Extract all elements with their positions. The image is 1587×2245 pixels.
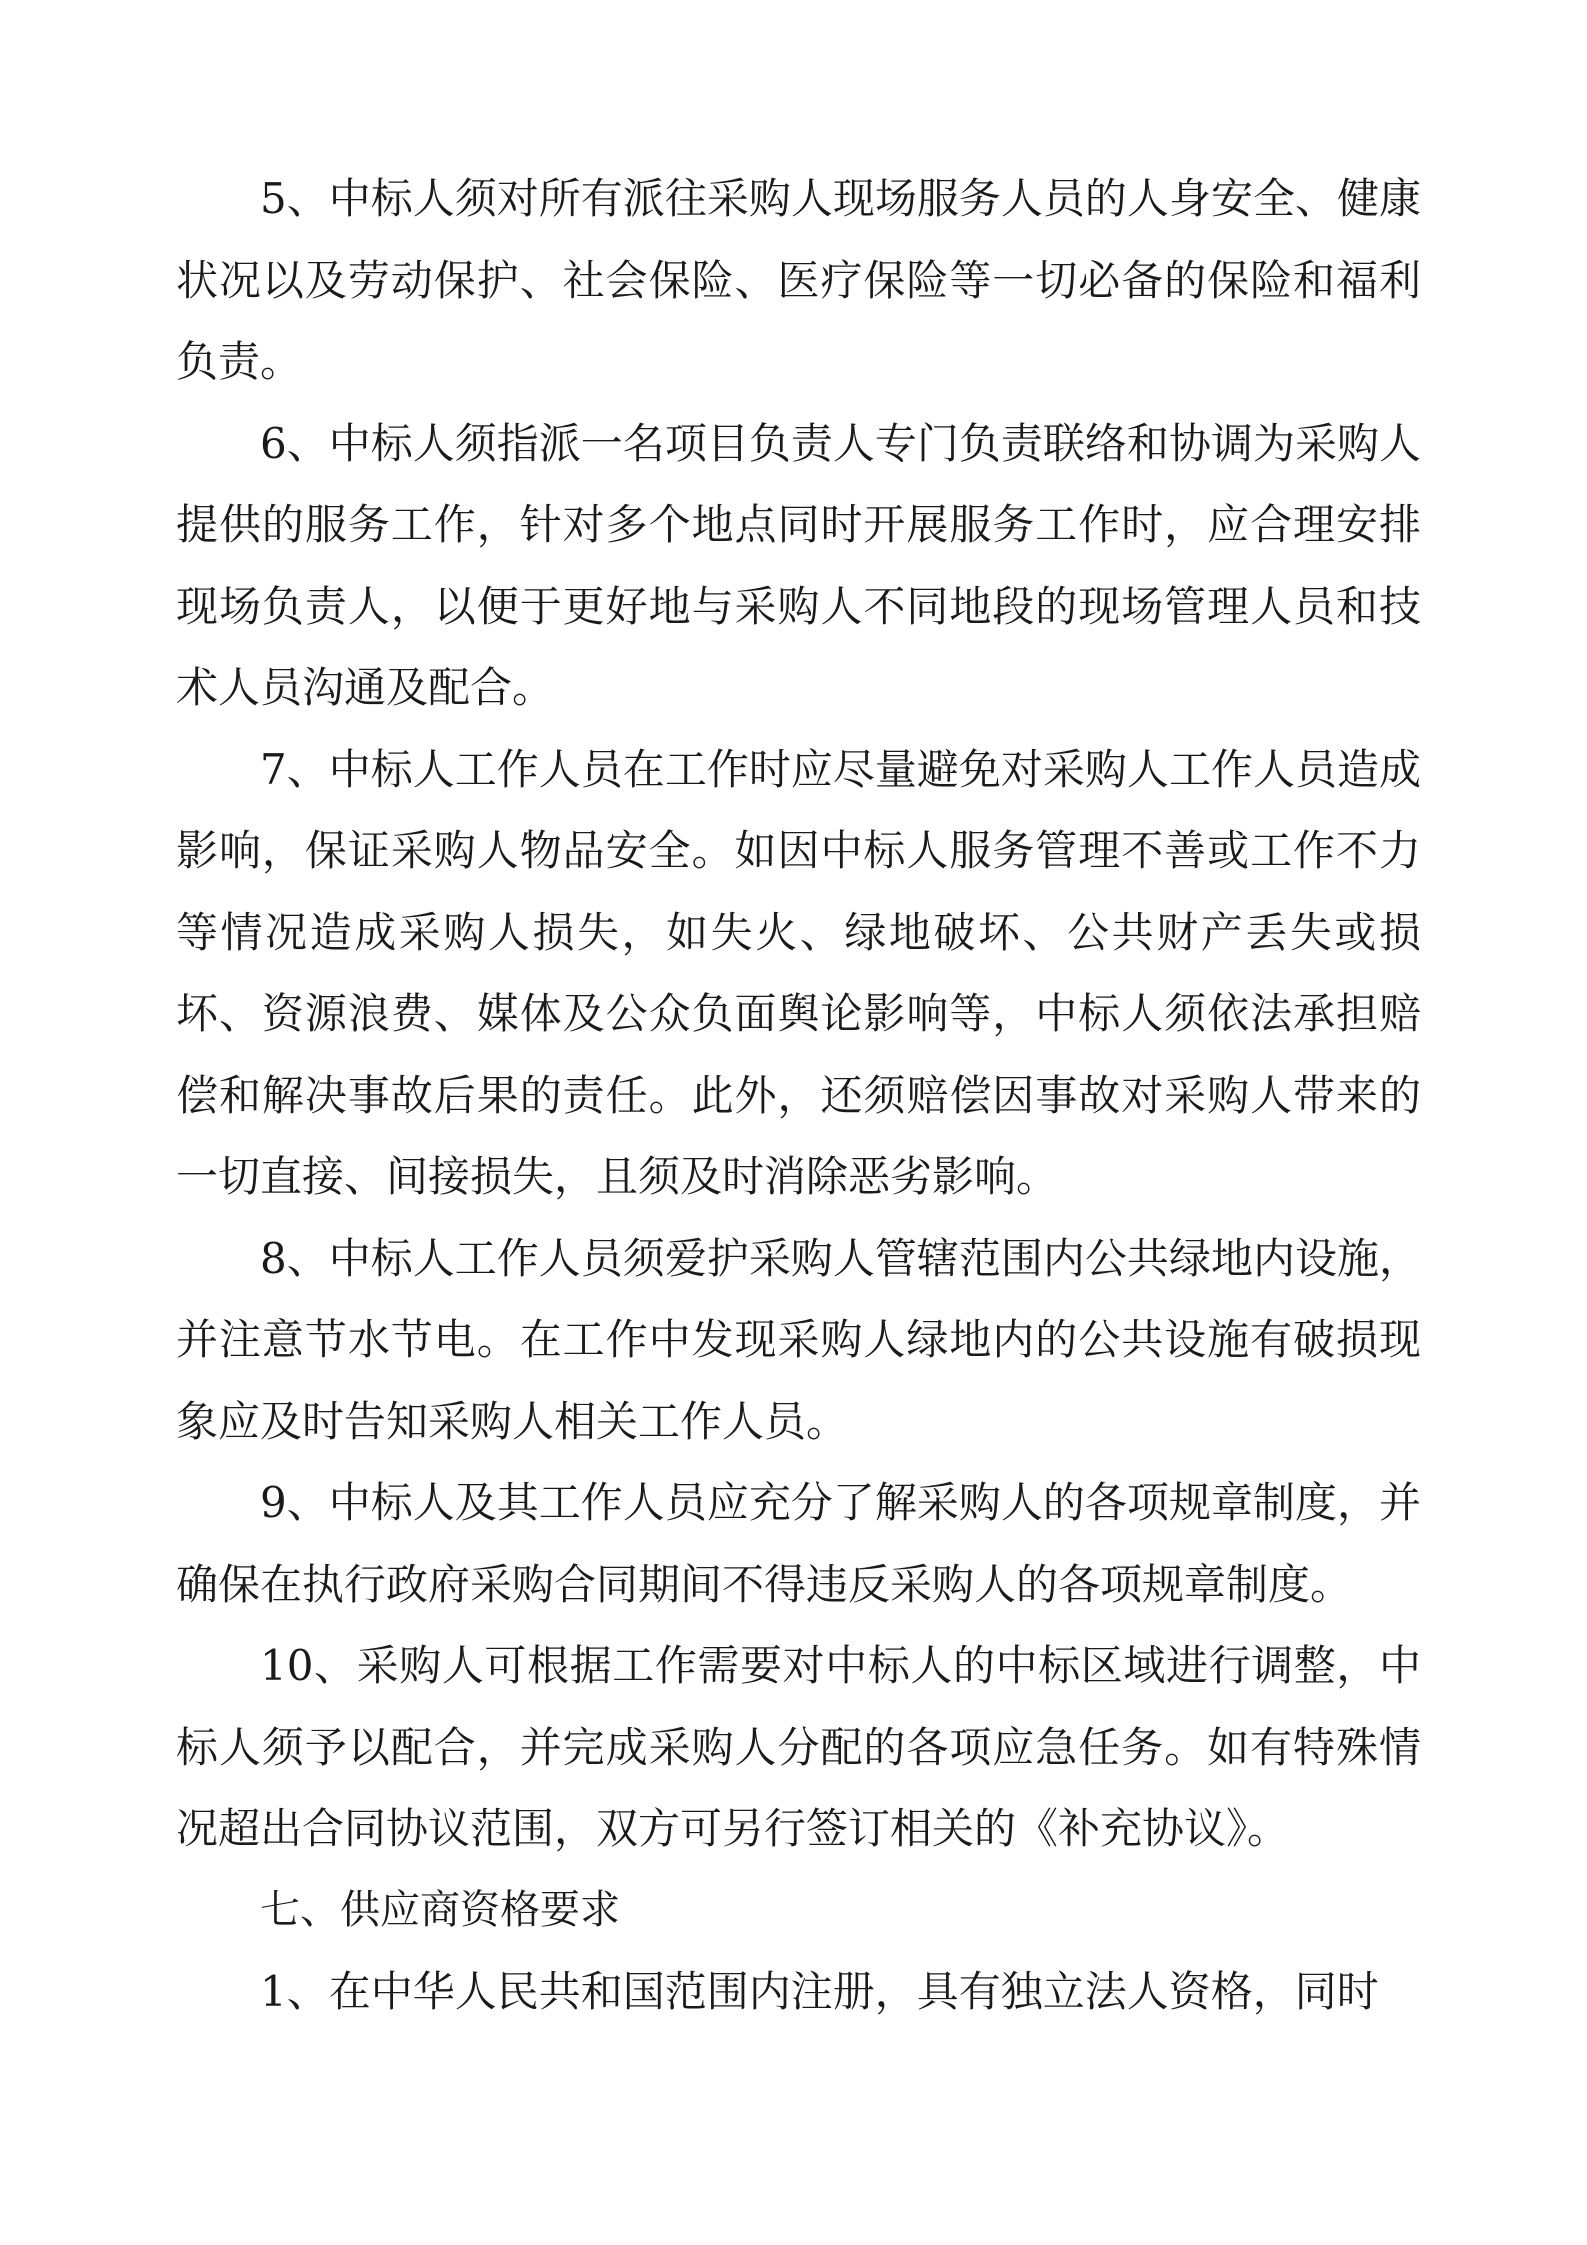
paragraph-item-7: 7、中标人工作人员在工作时应尽量避免对采购人工作人员造成影响，保证采购人物品安全。如因中标人服务管理不善或工作不力等情况造成采购人损失，如失火、绿地破坏、公共财产丢失或损坏、资源浪费、媒体及公众负面舆论影响等，中标人须依法承担赔偿和解决事故后果的责任。此外，还须赔偿因事故对采购人带来的一切直接、间接损失，且须及时消除恶劣影响。 <box>176 744 1421 1201</box>
paragraph-item-6: 6、中标人须指派一名项目负责人专门负责联络和协调为采购人提供的服务工作，针对多个地点同时开展服务工作时，应合理安排现场负责人，以便于更好地与采购人不同地段的现场管理人员和技术人员沟通及配合。 <box>176 418 1421 712</box>
paragraph-item-1: 1、在中华人民共和国范围内注册，具有独立法人资格，同时 <box>260 1967 1379 2016</box>
paragraph-item-10: 10、采购人可根据工作需要对中标人的中标区域进行调整，中标人须予以配合，并完成采购人分配的各项应急任务。如有特殊情况超出合同协议范围，双方可另行签订相关的《补充协议》。 <box>176 1641 1421 1853</box>
paragraph-item-5: 5、中标人须对所有派往采购人现场服务人员的人身安全、健康状况以及劳动保护、社会保险、医疗保险等一切必备的保险和福利负责。 <box>176 174 1421 386</box>
paragraph-item-8: 8、中标人工作人员须爱护采购人管辖范围内公共绿地内设施，并注意节水节电。在工作中发现采购人绿地内的公共设施有破损现象应及时告知采购人相关工作人员。 <box>176 1233 1421 1446</box>
section-heading: 七、供应商资格要求 <box>260 1886 620 1933</box>
paragraph-item-9: 9、中标人及其工作人员应充分了解采购人的各项规章制度，并确保在执行政府采购合同期间不得违反采购人的各项规章制度。 <box>176 1478 1421 1609</box>
document-body <box>176 158 1421 2033</box>
